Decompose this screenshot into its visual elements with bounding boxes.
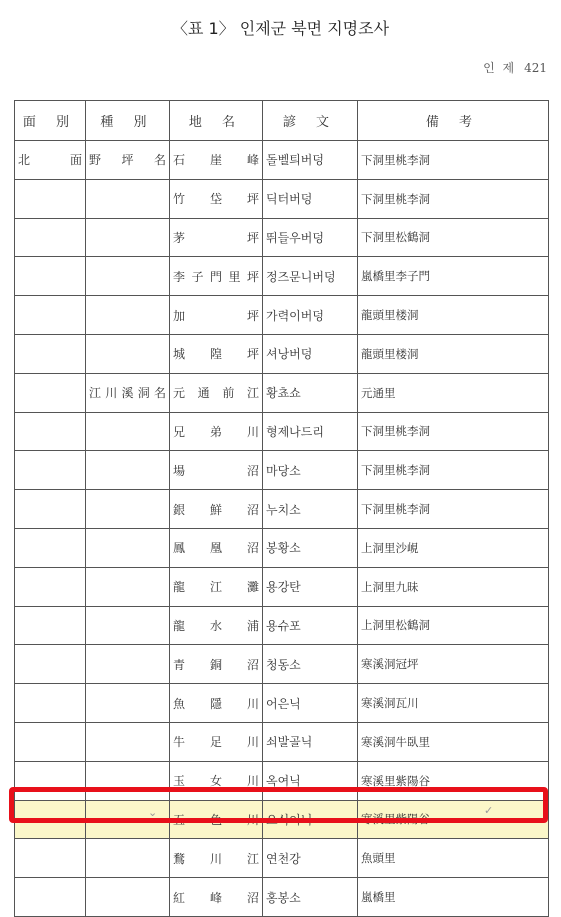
running-header: [483, 59, 547, 76]
cell-eonmun: 마당소: [263, 451, 358, 490]
cell-note: 下洞里桃李洞: [358, 179, 549, 218]
cell-place-name: 魚隱川: [170, 684, 263, 723]
cell-type: [86, 451, 170, 490]
cell-type: [86, 567, 170, 606]
cell-myeon: [15, 179, 86, 218]
cell-place-name: 青銅沼: [170, 645, 263, 684]
cell-place-name: 加 坪: [170, 296, 263, 335]
cell-place-name: 鳳凰沼: [170, 528, 263, 567]
cell-type: [86, 179, 170, 218]
table-row: [15, 528, 549, 567]
cell-note: 下洞里桃李洞: [358, 451, 549, 490]
cell-note: 下洞里桃李洞: [358, 490, 549, 529]
cell-note: 下洞里桃李洞: [358, 141, 549, 180]
cell-eonmun: 가력이버덩: [263, 296, 358, 335]
running-header-label: 인 제: [483, 61, 517, 75]
cell-note: 寒溪洞牛臥里: [358, 722, 549, 761]
cell-note: 嵐橋里: [358, 878, 549, 917]
cell-eonmun: 용강탄: [263, 567, 358, 606]
table-row: [15, 257, 549, 296]
cell-note: 元通里: [358, 373, 549, 412]
pen-mark: ⌄: [148, 806, 158, 819]
page-number: 421: [524, 61, 547, 75]
check-mark: ✓: [484, 804, 494, 817]
cell-type: 江川溪洞名: [86, 373, 170, 412]
table-row: [15, 179, 549, 218]
column-header-eonmun: 諺 文: [263, 101, 358, 141]
cell-eonmun: 돌벨틔버덩: [263, 141, 358, 180]
table-row: [15, 373, 549, 412]
cell-note: 寒溪里紫陽谷: [358, 761, 549, 800]
cell-eonmun: 홍봉소: [263, 878, 358, 917]
cell-type: [86, 257, 170, 296]
table-row: [15, 606, 549, 645]
table-row: [15, 451, 549, 490]
cell-eonmun: 셔낭버덩: [263, 334, 358, 373]
cell-place-name: 元通前江: [170, 373, 263, 412]
page-title: 〈표 1〉 인제군 북면 지명조사: [171, 19, 390, 38]
cell-myeon: [15, 373, 86, 412]
cell-eonmun: 봉황소: [263, 528, 358, 567]
cell-type: [86, 528, 170, 567]
cell-place-name: 五色川: [170, 800, 263, 839]
cell-place-name: 紅峰沼: [170, 878, 263, 917]
cell-type: [86, 722, 170, 761]
table-row: [15, 722, 549, 761]
cell-place-name: 龍江灘: [170, 567, 263, 606]
cell-place-name: 玉女川: [170, 761, 263, 800]
cell-eonmun: 오식이닉: [263, 800, 358, 839]
cell-note: 嵐橋里李子門: [358, 257, 549, 296]
cell-note: 龍頭里楼洞: [358, 296, 549, 335]
cell-myeon: [15, 645, 86, 684]
cell-myeon: [15, 684, 86, 723]
cell-eonmun: 황쵸쇼: [263, 373, 358, 412]
table-row: [15, 567, 549, 606]
cell-eonmun: 뛰들우버덩: [263, 218, 358, 257]
cell-place-name: 鶩川江: [170, 839, 263, 878]
cell-eonmun: 정즈문니버덩: [263, 257, 358, 296]
cell-type: 野坪名: [86, 141, 170, 180]
table-row: [15, 684, 549, 723]
cell-myeon: [15, 412, 86, 451]
highlight-box: [9, 787, 548, 823]
table-row: [15, 141, 549, 180]
cell-type: [86, 296, 170, 335]
cell-note: 上洞里松鶴洞: [358, 606, 549, 645]
cell-place-name: 石崖峰: [170, 141, 263, 180]
cell-type: [86, 334, 170, 373]
table-row: [15, 839, 549, 878]
column-header-myeon: 面 別: [15, 101, 86, 141]
cell-eonmun: 누치소: [263, 490, 358, 529]
cell-place-name: 銀鮮沼: [170, 490, 263, 529]
cell-note: 魚頭里: [358, 839, 549, 878]
cell-eonmun: 연천강: [263, 839, 358, 878]
cell-type: [86, 684, 170, 723]
cell-myeon: [15, 878, 86, 917]
table-row: [15, 296, 549, 335]
cell-type: [86, 839, 170, 878]
cell-myeon: [15, 567, 86, 606]
cell-type: [86, 218, 170, 257]
table-row: [15, 412, 549, 451]
cell-note: 寒溪洞瓦川: [358, 684, 549, 723]
cell-place-name: 兄弟川: [170, 412, 263, 451]
cell-eonmun: 청동소: [263, 645, 358, 684]
cell-eonmun: 용슈포: [263, 606, 358, 645]
cell-place-name: 竹垈坪: [170, 179, 263, 218]
cell-type: [86, 412, 170, 451]
column-header-note: 備 考: [358, 101, 549, 141]
cell-myeon: [15, 528, 86, 567]
cell-myeon: [15, 218, 86, 257]
cell-place-name: 李子門里坪: [170, 257, 263, 296]
table-row: [15, 878, 549, 917]
cell-type: [86, 490, 170, 529]
cell-place-name: 城隍坪: [170, 334, 263, 373]
cell-place-name: 龍水浦: [170, 606, 263, 645]
cell-note: 上洞里沙峴: [358, 528, 549, 567]
cell-myeon: [15, 722, 86, 761]
cell-place-name: 茅 坪: [170, 218, 263, 257]
table-row: [15, 645, 549, 684]
cell-myeon: [15, 490, 86, 529]
cell-type: [86, 645, 170, 684]
cell-note: 龍頭里楼洞: [358, 334, 549, 373]
table-row: [15, 218, 549, 257]
cell-eonmun: 딕터버덩: [263, 179, 358, 218]
cell-myeon: [15, 839, 86, 878]
cell-place-name: 牛足川: [170, 722, 263, 761]
cell-note: 上洞里九昧: [358, 567, 549, 606]
cell-eonmun: 형제나드리: [263, 412, 358, 451]
cell-myeon: [15, 606, 86, 645]
cell-note: 寒溪洞冠坪: [358, 645, 549, 684]
cell-myeon: [15, 451, 86, 490]
table-row: [15, 334, 549, 373]
cell-eonmun: 옥여닉: [263, 761, 358, 800]
cell-note: 下洞里桃李洞: [358, 412, 549, 451]
cell-myeon: [15, 257, 86, 296]
cell-myeon: [15, 296, 86, 335]
table-header-row: [15, 101, 549, 141]
column-header-name: 地 名: [170, 101, 263, 141]
cell-note: 下洞里松鶴洞: [358, 218, 549, 257]
cell-eonmun: 쇠발골닉: [263, 722, 358, 761]
column-header-type: 種 別: [86, 101, 170, 141]
cell-note: 寒溪里紫陽谷: [358, 800, 549, 839]
cell-myeon: [15, 334, 86, 373]
cell-type: [86, 878, 170, 917]
cell-place-name: 場 沼: [170, 451, 263, 490]
cell-type: [86, 606, 170, 645]
cell-eonmun: 어은닉: [263, 684, 358, 723]
cell-myeon: 北 面: [15, 141, 86, 180]
table-row: [15, 490, 549, 529]
